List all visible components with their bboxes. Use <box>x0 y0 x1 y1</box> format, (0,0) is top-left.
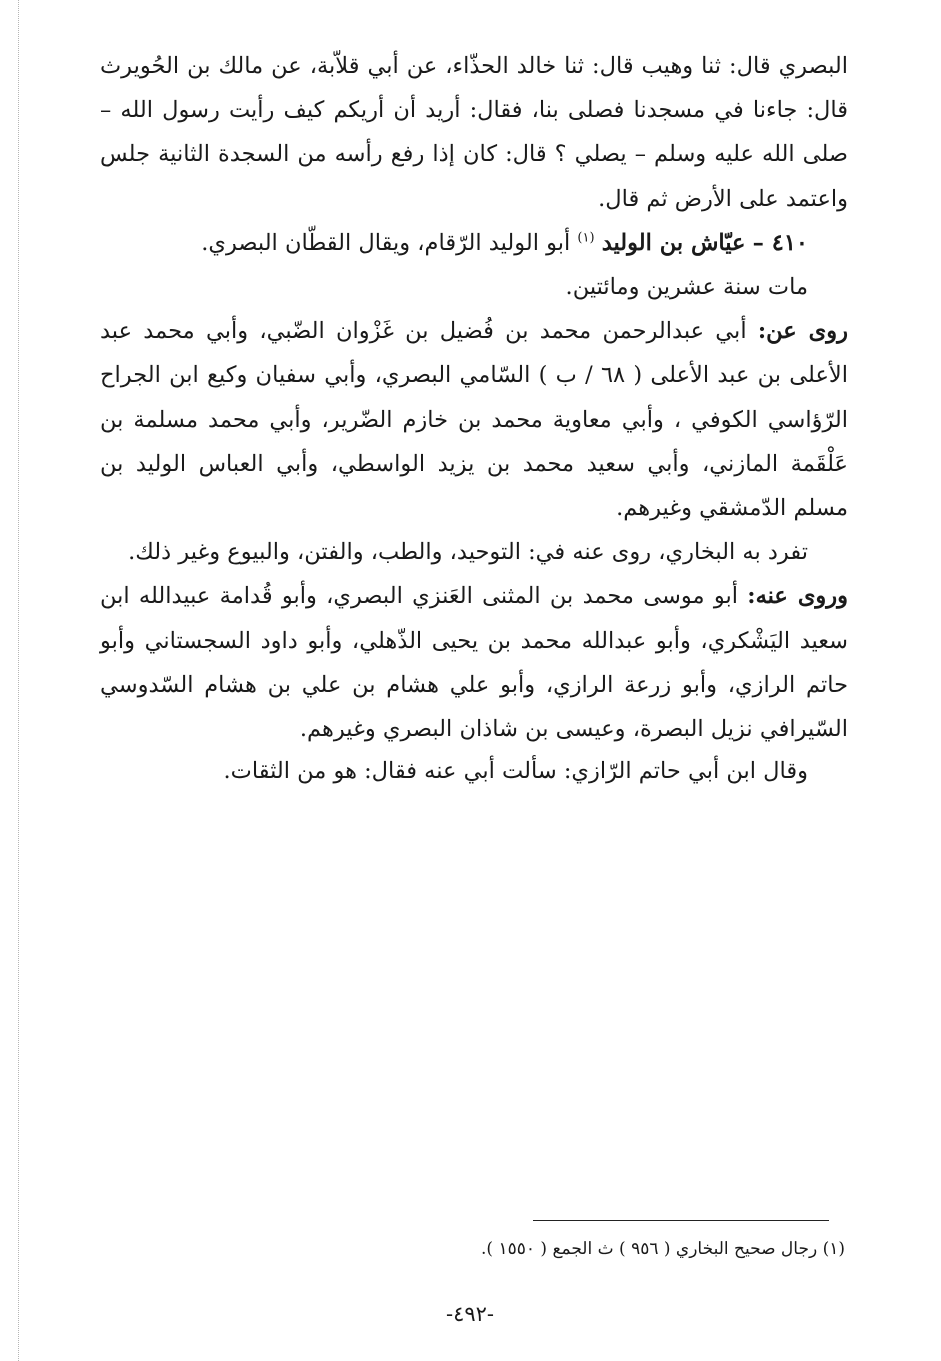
entry-number: ٤١٠ – <box>752 229 808 256</box>
narrated-by-paragraph <box>100 574 848 751</box>
bukhari-note-text: تفرد به البخاري، روى عنه في: التوحيد، والطب، والفتن، والبيوع وغير ذلك. <box>128 539 808 566</box>
entry-kunya: أبو الوليد الرّقام، ويقال القطّان البصري. <box>201 229 571 256</box>
ibn-abi-hatim-text: وقال ابن أبي حاتم الرّازي: سألت أبي عنه فقال: هو من الثقات. <box>223 758 808 785</box>
bukhari-note-paragraph <box>100 530 848 574</box>
continuation-paragraph <box>100 44 848 221</box>
footnote-reference: (١) <box>577 230 595 246</box>
entry-name: عيّاش بن الوليد <box>601 229 746 256</box>
narrated-by-text: أبو موسى محمد بن المثنى العَنزي البصري، وأبو قُدامة عبيدالله ابن سعيد اليَشْكري، وأبو عبدالله محمد بن يحيى الذّهلي، وأبو داود السجستاني وأبو حاتم الرازي، وأبو زرعة الرازي، وأبو علي هشام بن علي بن هشام السّدوسي السّيرافي نزيل البصرة، وعيسى بن شاذان البصري وغيرهم. <box>100 583 848 743</box>
footnote <box>300 1234 845 1264</box>
footnote-text: (١) رجال صحيح البخاري ( ٩٥٦ ) ث الجمع ( ١٥٥٠ ). <box>481 1239 845 1259</box>
page-number: -٤٩٢- <box>445 1302 495 1326</box>
narrated-from-label: روى عن: <box>757 318 848 345</box>
scan-margin-line <box>18 0 20 1361</box>
continuation-text: البصري قال: ثنا وهيب قال: ثنا خالد الحذّاء، عن أبي قلاّبة، عن مالك بن الحُويرث قال: جاءنا في مسجدنا فصلى بنا، فقال: أريد أن أريكم كيف رأيت رسول الله – صلى الله عليه وسلم – يصلي ؟ قال: كان إذا رفع رأسه من السجدة الثانية جلس واعتمد على الأرض ثم قال. <box>100 53 848 212</box>
main-text-block <box>100 44 848 791</box>
narrated-from-text: أبي عبدالرحمن محمد بن فُضيل بن غَزْوان الضّبي، وأبي محمد عبد الأعلى بن عبد الأعلى ( ٦٨ / ب ) السّامي البصري، وأبي سفيان وكيع ابن الجراح الرّؤاسي الكوفي ، وأبي معاوية محمد بن خازم الضّرير، وأبي محمد مسلمة بن عَلْقَمة المازني، وأبي سعيد محمد بن يزيد الواسطي، وأبي العباس الوليد بن مسلم الدّمشقي وغيرهم. <box>100 318 848 522</box>
footnote-separator <box>533 1220 829 1221</box>
entry-heading-paragraph <box>100 221 848 265</box>
narrated-from-paragraph <box>100 309 848 530</box>
death-paragraph <box>100 265 848 309</box>
ibn-abi-hatim-paragraph <box>100 751 848 791</box>
death-text: مات سنة عشرين ومائتين. <box>565 274 808 301</box>
narrated-by-label: وروى عنه: <box>747 583 849 610</box>
